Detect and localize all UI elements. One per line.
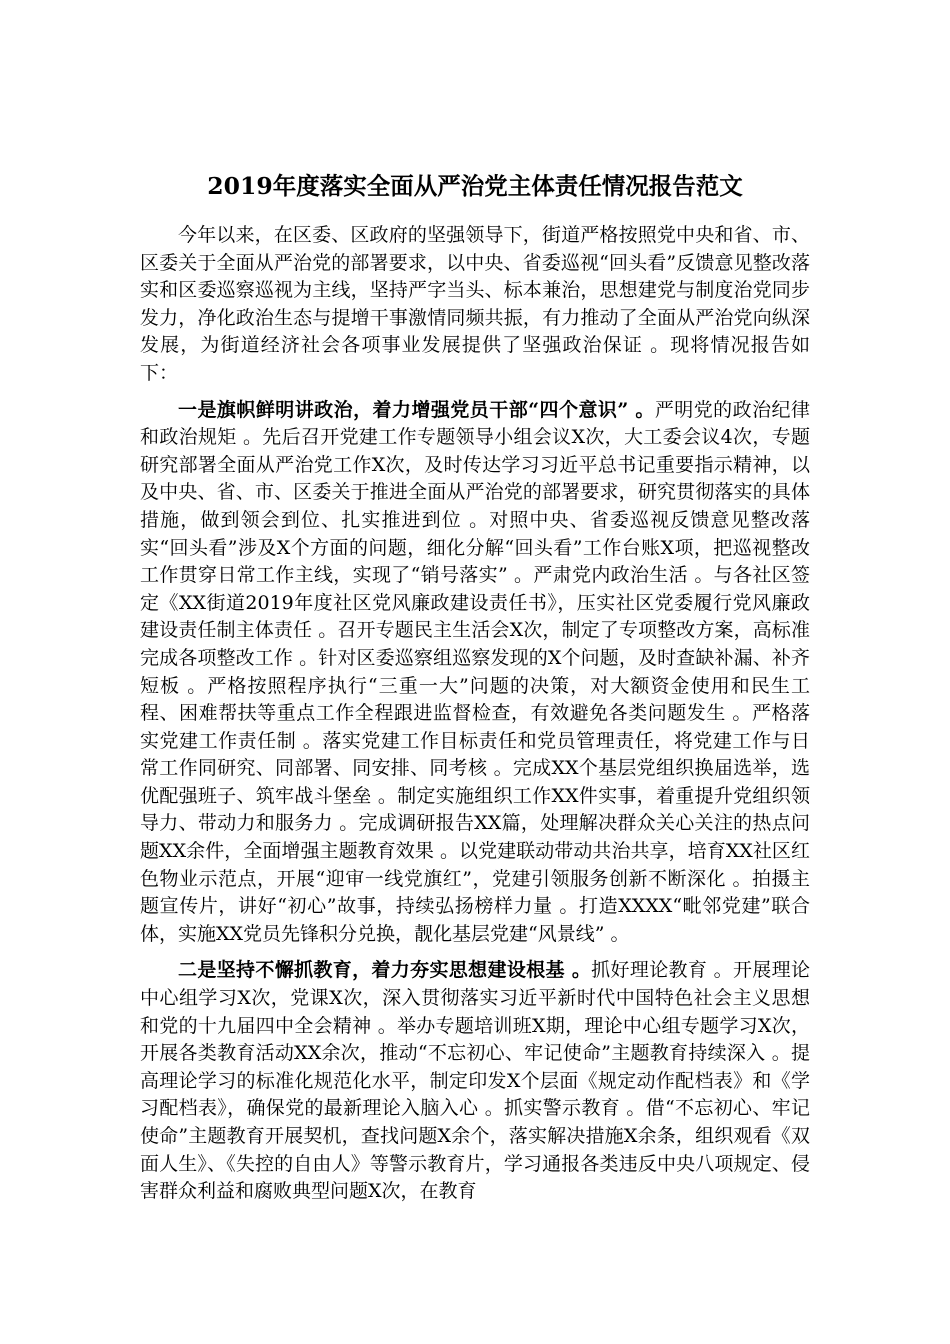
paragraph-section-two: [140, 957, 810, 1205]
paragraph-text: 抓好理论教育 。开展理论中心组学习X次，党课X次，深入贯彻落实习近平新时代中国特色社会主义思想和党的十九届四中全会精神 。举办专题培训班X期，理论中心组专题学习X次，开展各类教育活动XX余次，推动“不忘初心、牢记使命”主题教育持续深入 。提高理论学习的标准化规范化水平，制定印发X个层面《规定动作配档表》和《学习配档表》，确保党的最新理论入脑入心 。抓实警示教育 。借“不忘初心、牢记使命”主题教育开展契机，查找问题X余个，落实解决措施X余条，组织观看《双面人生》、《失控的自由人》等警示教育片，学习通报各类违反中央八项规定、侵害群众利益和腐败典型问题X次，在教育: [140, 959, 810, 1203]
paragraph-lead: 二是坚持不懈抓教育，着力夯实思想建设根基 。: [178, 959, 592, 982]
paragraph-text: 今年以来，在区委、区政府的坚强领导下，街道严格按照党中央和省、市、区委关于全面从严治党的部署要求，以中央、省委巡视“回头看”反馈意见整改落实和区委巡察巡视为主线，坚持严字当头、标本兼治，思想建党与制度治党同步发力，净化政治生态与提增干事激情同频共振，有力推动了全面从严治党向纵深发展，为街道经济社会各项事业发展提供了坚强政治保证 。现将情况报告如下：: [140, 224, 810, 384]
paragraph-lead: 一是旗帜鲜明讲政治，着力增强党员干部“四个意识” 。: [178, 398, 655, 421]
paragraph-intro: [140, 222, 810, 388]
document-title: 2019年度落实全面从严治党主体责任情况报告范文: [207, 172, 743, 200]
paragraph-text: 严明党的政治纪律和政治规矩 。先后召开党建工作专题领导小组会议X次，大工委会议4次，专题研究部署全面从严治党工作X次，及时传达学习习近平总书记重要指示精神，以及中央、省、市、区委关于推进全面从严治党的部署要求，研究贯彻落实的具体措施，做到领会到位、扎实推进到位 。对照中央、省委巡视反馈意见整改落实“回头看”涉及X个方面的问题，细化分解“回头看”工作台账X项，把巡视整改工作贯穿日常工作主线，实现了“销号落实” 。严肃党内政治生活 。与各社区签定《XX街道2019年度社区党风廉政建设责任书》，压实社区党委履行党风廉政建设责任制主体责任 。召开专题民主生活会X次，制定了专项整改方案，高标准完成各项整改工作 。针对区委巡察组巡察发现的X个问题，及时查缺补漏、补齐短板 。严格按照程序执行“三重一大”问题的决策，对大额资金使用和民生工程、困难帮扶等重点工作全程跟进监督检查，有效避免各类问题发生 。严格落实党建工作责任制 。落实党建工作目标责任和党员管理责任，将党建工作与日常工作同研究、同部署、同安排、同考核 。完成XX个基层党组织换届选举，选优配强班子、筑牢战斗堡垒 。制定实施组织工作XX件实事，着重提升党组织领导力、带动力和服务力 。完成调研报告XX篇，处理解决群众关心关注的热点问题XX余件，全面增强主题教育效果 。以党建联动带动共治共享，培育XX社区红色物业示范点，开展“迎审一线党旗红”，党建引领服务创新不断深化 。拍摄主题宣传片，讲好“初心”故事，持续弘扬榜样力量 。打造XXXX“毗邻党建”联合体，实施XX党员先锋积分兑换，靓化基层党建“风景线” 。: [140, 398, 810, 945]
paragraph-section-one: [140, 397, 810, 949]
document-body: [140, 222, 810, 1215]
